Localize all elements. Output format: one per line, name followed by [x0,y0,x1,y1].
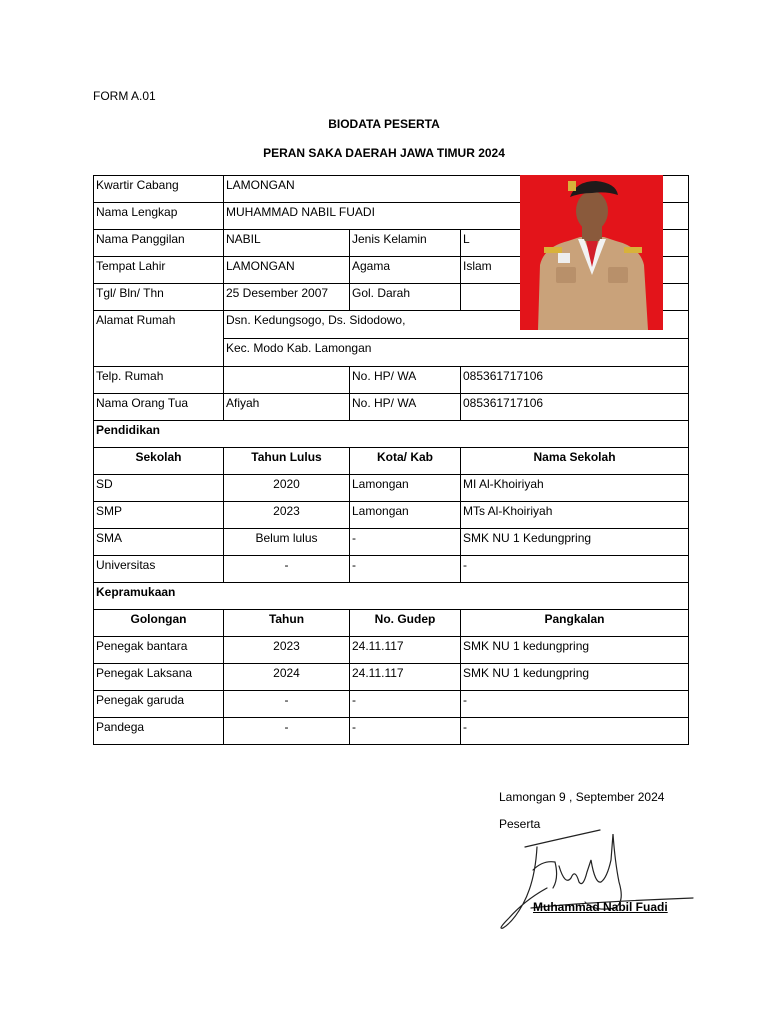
handwritten-signature [495,822,695,932]
agama-label: Agama [350,257,461,284]
column-header: No. Gudep [350,610,461,637]
table-cell: - [461,718,689,745]
table-cell: SMK NU 1 kedungpring [461,637,689,664]
participant-photo-illustration [520,175,663,330]
table-row [94,583,689,610]
table-cell: SMP [94,502,224,529]
table-row [94,691,689,718]
badge-left [558,253,570,263]
table-cell: - [224,556,350,583]
gol-darah-label: Gol. Darah [350,284,461,311]
tgl-label: Tgl/ Bln/ Thn [94,284,224,311]
signature-name: Muhammad Nabil Fuadi [533,900,668,914]
column-header: Golongan [94,610,224,637]
participant-photo [520,175,663,330]
table-row [94,475,689,502]
table-cell: 24.11.117 [350,637,461,664]
telp-value [224,367,350,394]
table-cell: 2024 [224,664,350,691]
table-row [94,718,689,745]
alamat-line1: Dsn. Kedungsogo, Ds. Sidodowo, [224,311,689,339]
table-cell: - [461,691,689,718]
tempat-lahir-value: LAMONGAN [224,257,350,284]
pocket-left [556,267,576,283]
alamat-label: Alamat Rumah [94,311,224,367]
table-cell: Universitas [94,556,224,583]
table-cell: - [461,556,689,583]
table-header-row [94,610,689,637]
table-cell: MI Al-Khoiriyah [461,475,689,502]
table-cell: - [350,718,461,745]
nama-lengkap-value: MUHAMMAD NABIL FUADI [224,203,689,230]
agama-value: Islam [461,257,689,284]
signature-place-date: Lamongan 9 , September 2024 [499,790,665,804]
nama-lengkap-label: Nama Lengkap [94,203,224,230]
table-row [94,529,689,556]
document-subtitle: PERAN SAKA DAERAH JAWA TIMUR 2024 [263,146,505,160]
face-shape [576,191,608,231]
form-code: FORM A.01 [93,89,156,103]
table-cell: Penegak bantara [94,637,224,664]
jenis-kelamin-label: Jenis Kelamin [350,230,461,257]
table-cell: - [350,529,461,556]
table-cell: 2023 [224,502,350,529]
ortu-value: Afiyah [224,394,350,421]
telp-label: Telp. Rumah [94,367,224,394]
hp-ortu-value: 085361717106 [461,394,689,421]
table-cell: - [350,691,461,718]
table-row [94,421,689,448]
kwartir-value: LAMONGAN [224,176,689,203]
table-cell: - [224,691,350,718]
table-cell: 2023 [224,637,350,664]
table-header-row [94,448,689,475]
table-cell: Penegak Laksana [94,664,224,691]
epaulet-right [624,247,642,253]
column-header: Sekolah [94,448,224,475]
table-row [94,637,689,664]
table-cell: - [224,718,350,745]
table-row [94,556,689,583]
column-header: Tahun [224,610,350,637]
pendidikan-section-label: Pendidikan [94,421,689,448]
nama-panggilan-value: NABIL [224,230,350,257]
kwartir-label: Kwartir Cabang [94,176,224,203]
tempat-lahir-label: Tempat Lahir [94,257,224,284]
alamat-line2: Kec. Modo Kab. Lamongan [224,339,689,367]
tgl-value: 25 Desember 2007 [224,284,350,311]
table-row [94,367,689,394]
hp-label: No. HP/ WA [350,367,461,394]
nama-panggilan-label: Nama Panggilan [94,230,224,257]
beret-badge [568,181,576,191]
table-cell: 24.11.117 [350,664,461,691]
hp-value: 085361717106 [461,367,689,394]
jenis-kelamin-value: L [461,230,689,257]
table-cell: Lamongan [350,502,461,529]
table-cell: Lamongan [350,475,461,502]
table-row [94,394,689,421]
column-header: Nama Sekolah [461,448,689,475]
table-cell: SMK NU 1 Kedungpring [461,529,689,556]
column-header: Tahun Lulus [224,448,350,475]
table-cell: - [350,556,461,583]
table-cell: SMA [94,529,224,556]
table-cell: Belum lulus [224,529,350,556]
table-cell: MTs Al-Khoiriyah [461,502,689,529]
table-cell: 2020 [224,475,350,502]
table-row [94,664,689,691]
ortu-label: Nama Orang Tua [94,394,224,421]
pocket-right [608,267,628,283]
table-row [94,502,689,529]
epaulet-left [544,247,562,253]
column-header: Kota/ Kab [350,448,461,475]
table-cell: Pandega [94,718,224,745]
document-title: BIODATA PESERTA [328,117,440,131]
signature-role: Peserta [499,817,541,831]
table-cell: SD [94,475,224,502]
table-cell: SMK NU 1 kedungpring [461,664,689,691]
hp-ortu-label: No. HP/ WA [350,394,461,421]
kepramukaan-section-label: Kepramukaan [94,583,689,610]
column-header: Pangkalan [461,610,689,637]
table-cell: Penegak garuda [94,691,224,718]
